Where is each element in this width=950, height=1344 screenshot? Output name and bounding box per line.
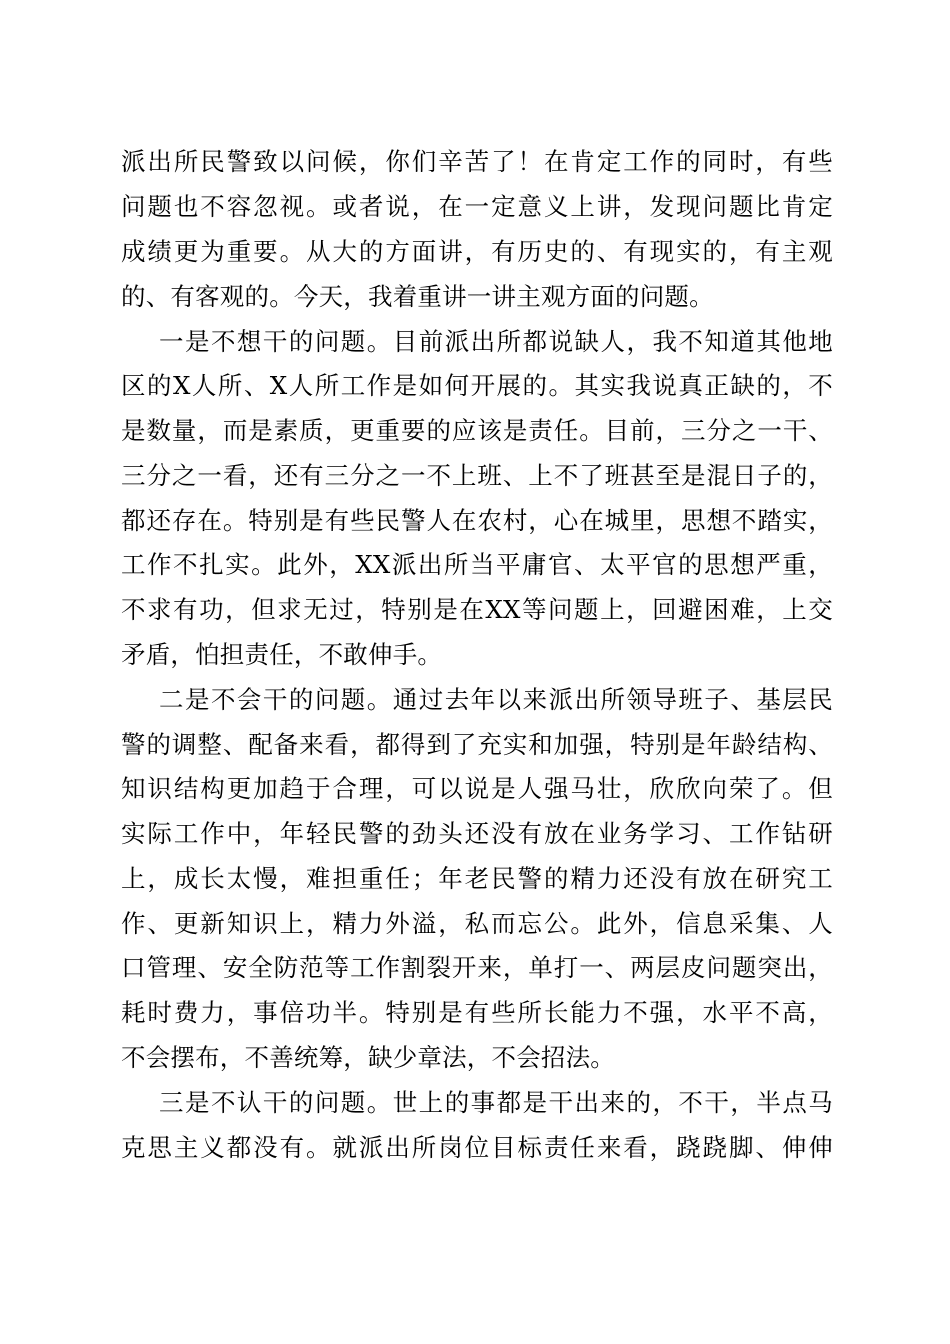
text-line: 成绩更为重要。从大的方面讲，有历史的、有现实的，有主观 [121, 237, 833, 266]
text-line: 派出所民警致以问候，你们辛苦了！在肯定工作的同时，有些 [121, 147, 833, 176]
paragraph-start-line: 三是不认干的问题。世上的事都是干出来的，不干，半点马 [159, 1088, 833, 1117]
text-line: 警的调整、配备来看，都得到了充实和加强，特别是年龄结构、 [121, 730, 833, 759]
text-line: 矛盾，怕担责任，不敢伸手。 [121, 640, 443, 669]
text-line: 上，成长太慢，难担重任；年老民警的精力还没有放在研究工 [121, 864, 833, 893]
text-line: 知识结构更加趋于合理，可以说是人强马壮，欣欣向荣了。但 [121, 774, 833, 803]
text-line: 不求有功，但求无过，特别是在XX等问题上，回避困难，上交 [121, 595, 833, 624]
text-line: 的、有客观的。今天，我着重讲一讲主观方面的问题。 [121, 282, 714, 311]
text-line: 不会摆布，不善统筹，缺少章法，不会招法。 [121, 1043, 615, 1072]
text-line: 三分之一看，还有三分之一不上班、上不了班甚至是混日子的， [121, 461, 833, 490]
text-line: 作、更新知识上，精力外溢，私而忘公。此外，信息采集、人 [121, 909, 833, 938]
text-line: 是数量，而是素质，更重要的应该是责任。目前，三分之一干、 [121, 416, 833, 445]
text-line: 问题也不容忽视。或者说，在一定意义上讲，发现问题比肯定 [121, 192, 833, 221]
text-line: 耗时费力，事倍功半。特别是有些所长能力不强，水平不高， [121, 998, 833, 1027]
paragraph-start-line: 二是不会干的问题。通过去年以来派出所领导班子、基层民 [159, 685, 833, 714]
paragraph-start-line: 一是不想干的问题。目前派出所都说缺人，我不知道其他地 [159, 327, 833, 356]
text-line: 口管理、安全防范等工作割裂开来，单打一、两层皮问题突出， [121, 953, 833, 982]
text-line: 工作不扎实。此外，XX派出所当平庸官、太平官的思想严重， [121, 550, 833, 579]
text-line: 克思主义都没有。就派出所岗位目标责任来看，跷跷脚、伸伸 [121, 1133, 833, 1162]
text-line: 实际工作中，年轻民警的劲头还没有放在业务学习、工作钻研 [121, 819, 833, 848]
text-line: 都还存在。特别是有些民警人在农村，心在城里，思想不踏实， [121, 506, 833, 535]
text-line: 区的X人所、X人所工作是如何开展的。其实我说真正缺的，不 [121, 371, 833, 400]
